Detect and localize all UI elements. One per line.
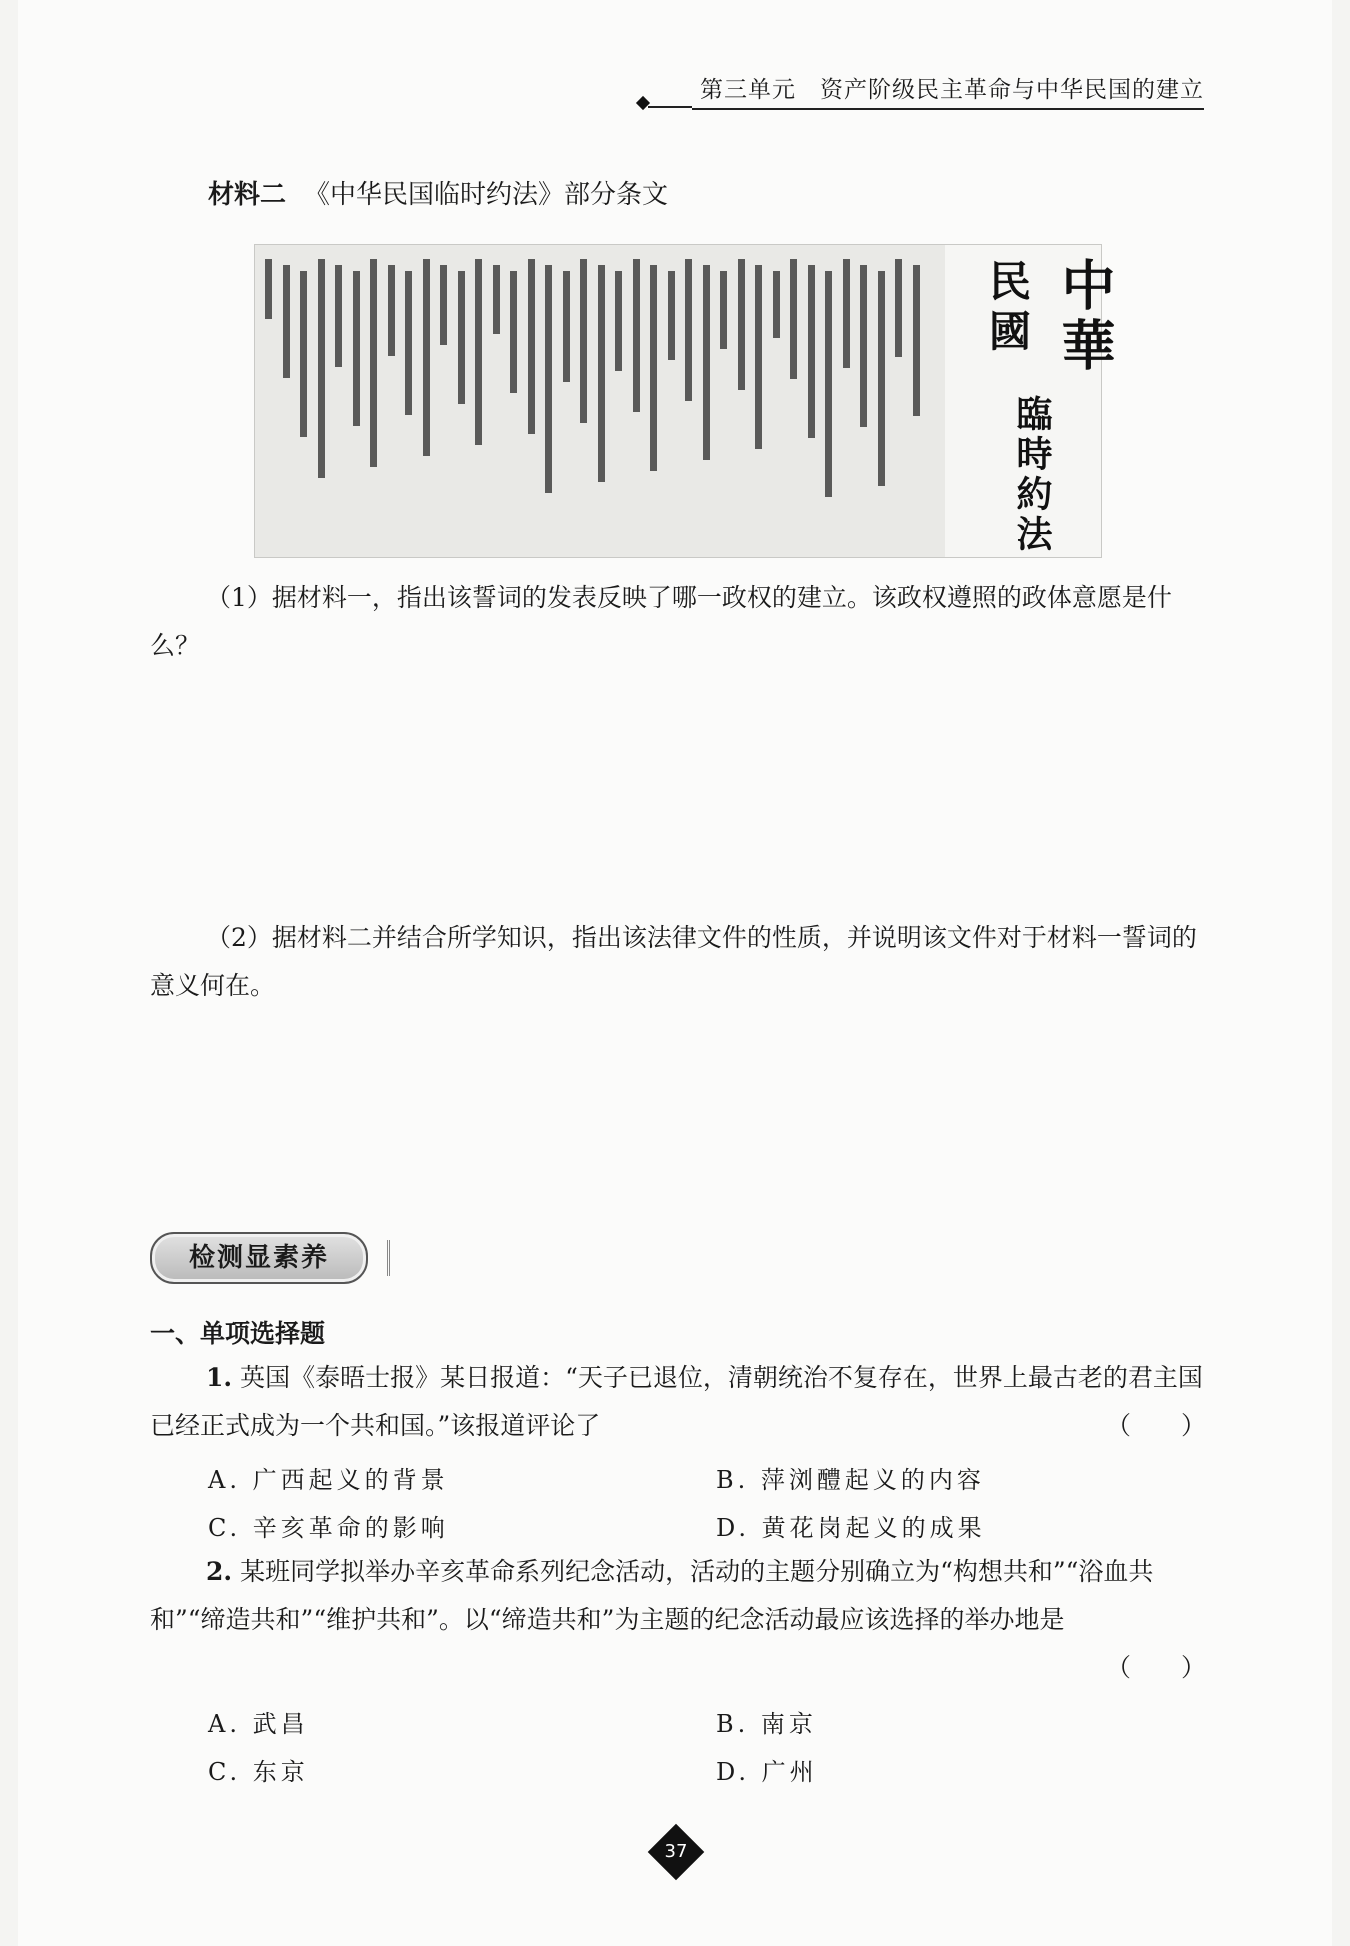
page-number: 37 [664,1841,688,1862]
mcq-2 [150,1548,1206,1644]
image-text-column [895,259,902,357]
image-text-column [580,259,587,423]
image-text-column [825,271,832,497]
question-1: （1）据材料一，指出该誓词的发表反映了哪一政权的建立。该政权遵照的政体意愿是什么？ [150,583,1172,660]
image-text-column [738,259,745,390]
mcq-1-answer-blank[interactable]: （ ） [1105,1411,1206,1440]
header-rule [648,106,692,108]
image-text-column [475,259,482,445]
image-text-column [423,259,430,456]
mcq-1-option-c[interactable]: C. 辛亥革命的影响 [208,1514,449,1542]
image-text-column [440,265,447,345]
image-text-column [685,259,692,401]
image-text-column [843,259,850,368]
image-text-column [913,265,920,416]
mcq-2-option-a[interactable]: A. 武昌 [208,1710,309,1738]
mcq-2-option-d[interactable]: D. 广州 [716,1758,818,1786]
mcq-2-answer-blank[interactable]: （ ） [1105,1653,1206,1682]
image-text-column [668,271,675,360]
image-text-column [650,265,657,471]
image-text-column [633,259,640,412]
image-text-column [755,265,762,449]
material-title: 《中华民国临时约法》部分条文 [304,180,669,210]
mcq-1 [150,1354,1206,1450]
image-text-column [808,265,815,438]
running-header: 第三单元 资产阶级民主革命与中华民国的建立 [692,72,1204,110]
image-text-column [615,271,622,371]
mcq-2-option-b[interactable]: B. 南京 [716,1710,817,1738]
material-label: 材料二 [208,180,287,210]
provisional-constitution-image [254,244,1117,558]
image-text-column [528,259,535,434]
image-text-column [790,259,797,379]
image-text-column [388,265,395,356]
question-2: （2）据材料二并结合所学知识，指出该法律文件的性质，并说明该文件对于材料一誓词的意义何在。 [150,923,1197,1000]
mcq-2-stem: 某班同学拟举办辛亥革命系列纪念活动，活动的主题分别确立为“构想共和”“浴血共和”“缔造共和”“维护共和”。以“缔造共和”为主题的纪念活动最应该选择的举办地是 [150,1557,1154,1634]
image-text-column [458,271,465,404]
image-text-column [353,271,360,426]
image-text-column [300,271,307,437]
image-text-column [545,265,552,493]
image-text-column [773,271,780,338]
image-text-column [563,271,570,382]
mcq-2-number: 2. [206,1557,233,1586]
mcq-1-option-b[interactable]: B. 萍浏醴起义的内容 [716,1466,985,1494]
section-badge: 检测显素养 [150,1232,368,1284]
material-two-caption [208,174,668,211]
image-text-column [318,259,325,478]
section-subhead: 一、单项选择题 [150,1319,326,1348]
image-text-column [878,271,885,486]
image-text-column [598,265,605,482]
image-title-2: 民國 [983,259,1032,359]
mcq-1-option-d[interactable]: D. 黄花岗起义的成果 [716,1514,986,1542]
image-text-column [720,271,727,349]
image-title-1: 中華 [1053,257,1117,377]
mcq-1-number: 1. [206,1363,233,1392]
mcq-1-option-a[interactable]: A. 广西起义的背景 [208,1466,449,1494]
image-text-column [405,271,412,415]
image-text-column [510,271,517,393]
image-title-3: 臨時約法 [1011,395,1053,555]
mcq-1-stem: 英国《泰晤士报》某日报道：“天子已退位，清朝统治不复存在，世界上最古老的君主国已经正式成为一个共和国。”该报道评论了 [150,1363,1203,1440]
image-text-column [860,265,867,427]
image-text-column [335,265,342,367]
image-text-column [493,265,500,334]
image-text-column [283,265,290,378]
image-text-column [265,259,272,319]
image-text-column [703,265,710,460]
image-text-column [370,259,377,467]
mcq-2-option-c[interactable]: C. 东京 [208,1758,309,1786]
